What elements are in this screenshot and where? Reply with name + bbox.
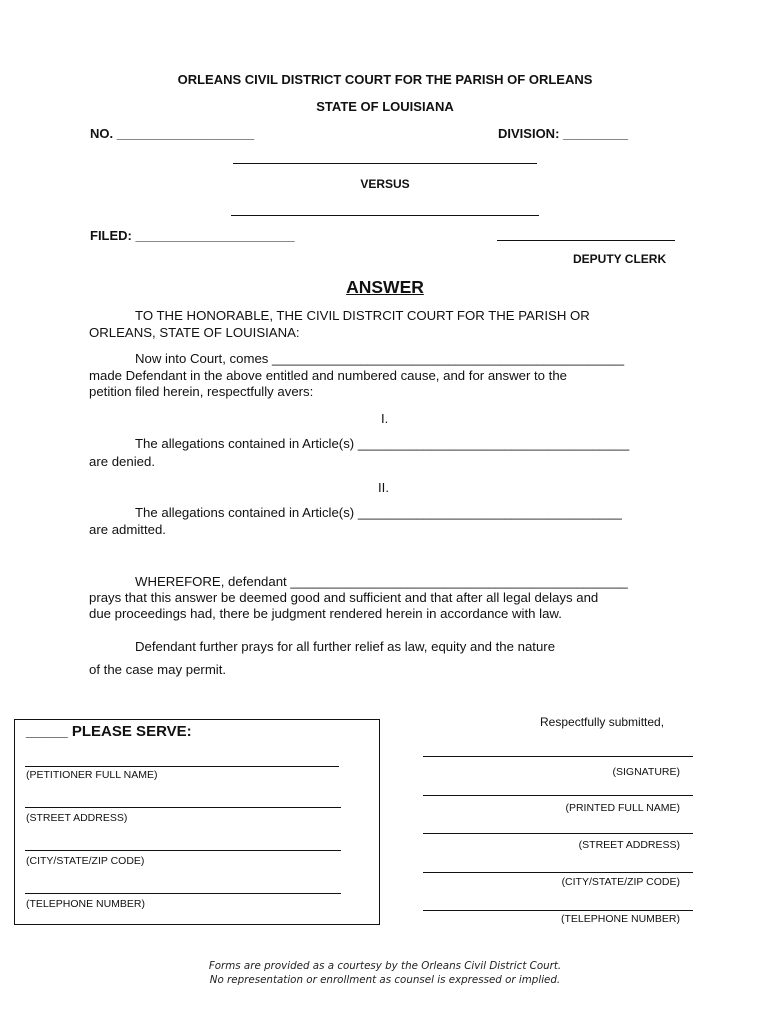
address-line-1: TO THE HONORABLE, THE CIVIL DISTRCIT COURT FOR THE PARISH OR [135,308,590,323]
plaintiff-name-line [233,163,537,164]
printed-name-label: (PRINTED FULL NAME) [565,802,680,814]
prays-line: prays that this answer be deemed good and sufficient and that after all legal delays and [89,590,599,605]
petitioner-name-label: (PETITIONER FULL NAME) [26,769,158,781]
deputy-clerk-label: DEPUTY CLERK [573,252,667,266]
street-address-label: (STREET ADDRESS) [578,839,680,851]
filed-field: FILED: ______________________ [90,228,295,243]
made-defendant-line: made Defendant in the above entitled and numbered cause, and for answer to the [89,368,568,383]
admitted-allegations-line: The allegations contained in Article(s) ____________________________________ [135,505,622,520]
footer-disclaimer-line-2: No representation or enrollment as counsel is expressed or implied. [209,974,561,986]
court-name: ORLEANS CIVIL DISTRICT COURT FOR THE PARISH OF ORLEANS [177,72,593,87]
street-address-line [423,833,693,834]
please-serve-title: _____ PLEASE SERVE: [26,723,192,740]
petitioner-city-line [25,850,341,851]
petitioner-name-line [25,766,339,767]
petition-filed-line: petition filed herein, respectfully avers: [89,384,314,399]
petitioner-phone-label: (TELEPHONE NUMBER) [26,898,146,910]
section-number-2: II. [378,480,389,495]
due-proceedings-line: due proceedings had, there be judgment rendered herein in accordance with law. [89,606,562,621]
now-into-court-line: Now into Court, comes ________________________________________________ [135,351,625,366]
footer-disclaimer-line-1: Forms are provided as a courtesy by the Orleans Civil District Court. [208,960,562,972]
further-prays-line: Defendant further prays for all further relief as law, equity and the nature [135,639,556,654]
case-number-field: NO. ___________________ [90,126,255,141]
wherefore-line: WHEREFORE, defendant ______________________________________________ [135,574,628,589]
signature-label: (SIGNATURE) [612,766,680,778]
printed-name-line [423,795,693,796]
document-title: ANSWER [346,277,424,297]
division-field: DIVISION: _________ [498,126,629,141]
petitioner-phone-line [25,893,341,894]
telephone-line [423,910,693,911]
respectfully-submitted: Respectfully submitted, [540,715,665,729]
denied-allegations-line: The allegations contained in Article(s) _____________________________________ [135,436,630,451]
denied-end: are denied. [89,454,155,469]
city-state-zip-line [423,872,693,873]
case-permit-line: of the case may permit. [89,662,227,677]
state-name: STATE OF LOUISIANA [316,99,454,114]
petitioner-street-label: (STREET ADDRESS) [26,812,128,824]
versus-label: VERSUS [360,177,410,191]
admitted-end: are admitted. [89,522,166,537]
section-number-1: I. [381,411,389,426]
petitioner-street-line [25,807,341,808]
signature-line [423,756,693,757]
city-state-zip-label: (CITY/STATE/ZIP CODE) [561,876,680,888]
deputy-clerk-signature-line [497,240,675,241]
address-line-2: ORLEANS, STATE OF LOUISIANA: [89,325,300,340]
defendant-name-line [231,215,539,216]
petitioner-city-label: (CITY/STATE/ZIP CODE) [26,855,145,867]
telephone-label: (TELEPHONE NUMBER) [560,913,680,925]
